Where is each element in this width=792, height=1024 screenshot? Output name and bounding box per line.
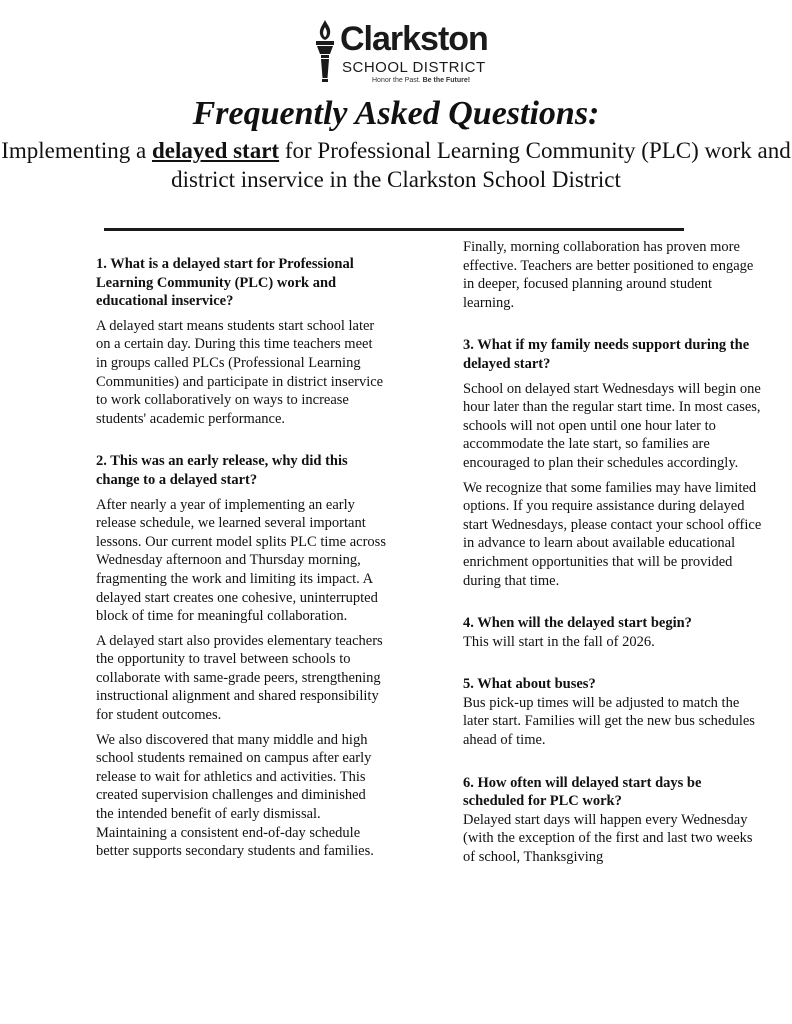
- faq-answer-3-p2: We recognize that some families may have limited options. If you require assistance during delayed start Wednesdays, please contact your school office in advance to learn about available educational enrichment opportunities that will be provided during that time.: [463, 479, 762, 589]
- faq-item-3: [463, 336, 763, 590]
- faq-item-1: [96, 255, 386, 428]
- faq-question-3: 3. What if my family needs support during the delayed start?: [463, 337, 750, 372]
- faq-answer-4: This will start in the fall of 2026.: [463, 633, 655, 650]
- faq-answer-2-p2: A delayed start also provides elementary teachers the opportunity to travel between schools to collaborate with same-grade peers, strengthening instructional alignment and shared responsibility for student outcomes.: [96, 632, 383, 724]
- torch-icon: [312, 18, 338, 84]
- faq-question-2: 2. This was an early release, why did this change to a delayed start?: [96, 453, 348, 488]
- subtitle-post: for Professional Learning Community (PLC) work and district inservice in the Clarkston School District: [171, 138, 791, 192]
- district-logo: [312, 18, 492, 90]
- faq-answer-5: Bus pick-up times will be adjusted to match the later start. Families will get the new bus schedules ahead of time.: [463, 694, 755, 749]
- page-title: Frequently Asked Questions:: [192, 95, 600, 132]
- right-column: [463, 238, 763, 891]
- logo-tagline: [372, 77, 470, 85]
- faq-item-2-continued: [463, 238, 763, 312]
- faq-answer-2-p1: After nearly a year of implementing an early release schedule, we learned several important lessons. Our current model splits PLC time across Wednesday afternoon and Thursday morning, fragmenting the work and limiting its impact. A delayed start creates one cohesive, uninterrupted block of time for meaningful collaboration.: [96, 496, 386, 625]
- faq-item-2: [96, 452, 386, 860]
- logo-tagline-a: Honor the Past.: [372, 77, 421, 84]
- faq-question-1: 1. What is a delayed start for Professional Learning Community (PLC) work and educational inservice?: [96, 256, 354, 310]
- faq-item-4: [463, 614, 763, 651]
- faq-answer-3-p1: School on delayed start Wednesdays will begin one hour later than the regular start time. In most cases, schools will not open until one hour later to accommodate the late start, so families are encouraged to plan their schedules accordingly.: [463, 380, 761, 471]
- left-column: [96, 255, 386, 885]
- faq-answer-2-continued: Finally, morning collaboration has proven more effective. Teachers are better positioned to engage in deeper, focused planning around student learning.: [463, 239, 754, 311]
- faq-question-4: 4. When will the delayed start begin?: [463, 615, 692, 632]
- logo-tagline-b: Be the Future!: [422, 77, 471, 84]
- faq-answer-1: A delayed start means students start school later on a certain day. During this time teachers meet in groups called PLCs (Professional Learning Communities) and participate in district inservice to work collaboratively on ways to increase students' academic performance.: [96, 317, 384, 427]
- subtitle-pre: Implementing a: [1, 138, 152, 163]
- faq-answer-6: Delayed start days will happen every Wednesday (with the exception of the first and last two weeks of school, Thanksgiving: [463, 811, 753, 866]
- faq-answer-2-p3: We also discovered that many middle and high school students remained on campus after early release to wait for athletics and activities. This created supervision challenges and diminished the intended benefit of early dismissal. Maintaining a consistent end-of-day schedule better supports secondary students and families.: [96, 731, 374, 860]
- logo-name: Clarkston: [340, 20, 488, 58]
- faq-item-5: [463, 675, 763, 749]
- faq-question-6: 6. How often will delayed start days be scheduled for PLC work?: [463, 774, 702, 810]
- page-subtitle: [0, 136, 792, 194]
- faq-item-6: [463, 774, 763, 867]
- logo-subtitle: SCHOOL DISTRICT: [342, 59, 486, 76]
- subtitle-emphasis: delayed start: [151, 138, 280, 163]
- faq-question-5: 5. What about buses?: [463, 676, 596, 693]
- header-divider: [104, 228, 684, 231]
